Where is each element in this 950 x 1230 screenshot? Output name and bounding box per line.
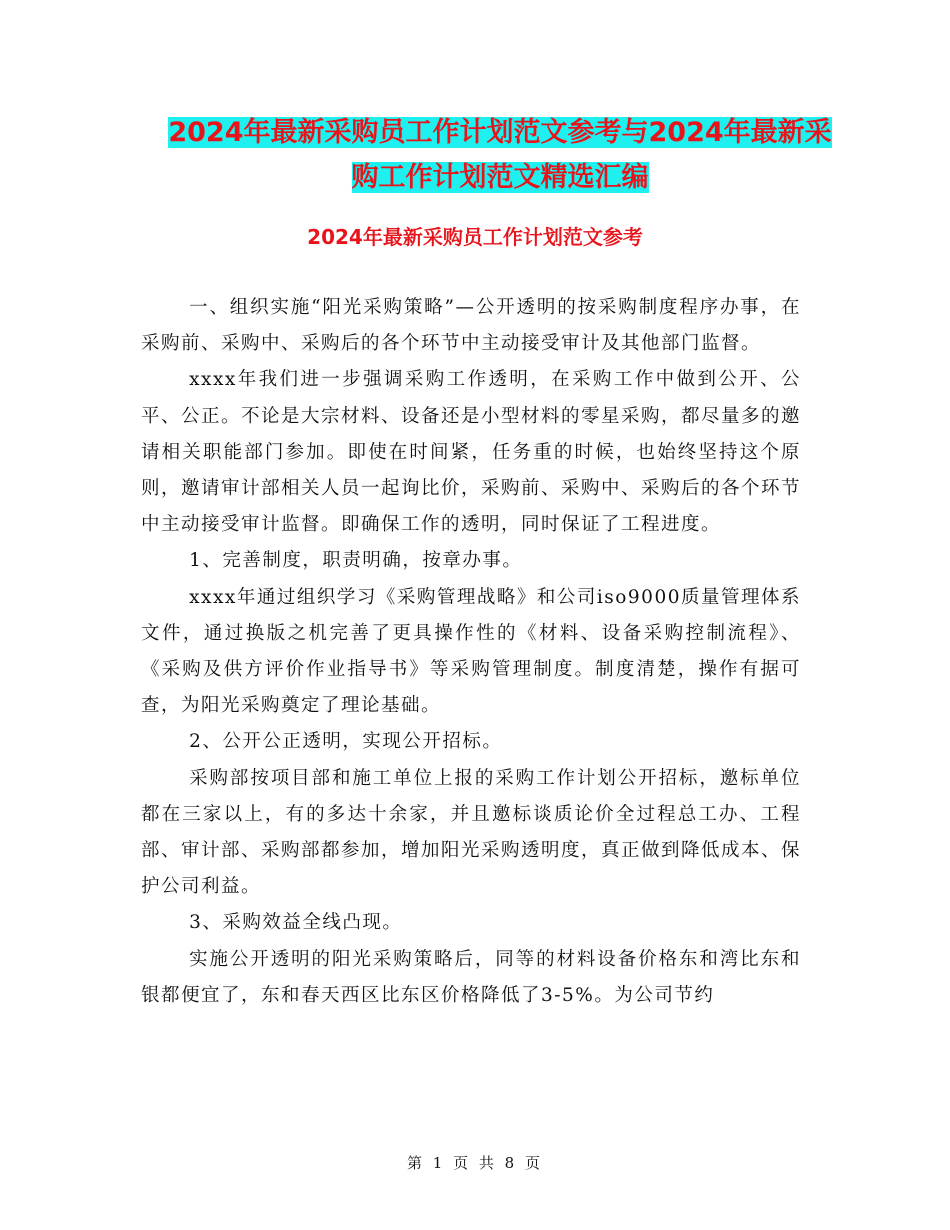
page-footer: 第 1 页 共 8 页 <box>407 1154 543 1172</box>
document-title-line-2: 购工作计划范文精选汇编 <box>351 162 649 193</box>
paragraph-3: 1、完善制度，职责明确，按章办事。 <box>189 550 523 572</box>
document-title-line-1: 2024年最新采购员工作计划范文参考与2024年最新采 <box>168 117 832 148</box>
document-body <box>141 290 801 1014</box>
section-title: 2024年最新采购员工作计划范文参考 <box>307 225 643 249</box>
paragraph-1: 一、组织实施“阳光采购策略”—公开透明的按采购制度程序办事，在采购前、采购中、采购后的各个环节中主动接受审计及其他部门监督。 <box>141 297 801 355</box>
paragraph-2: xxxx年我们进一步强调采购工作透明，在采购工作中做到公开、公平、公正。不论是大宗材料、设备还是小型材料的零星采购，都尽量多的邀请相关职能部门参加。即使在时间紧，任务重的时候，也始终坚持这个原则，邀请审计部相关人员一起询比价，采购前、采购中、采购后的各个环节中主动接受审计监督。即确保工作的透明，同时保证了工程进度。 <box>141 369 802 536</box>
paragraph-8: 实施公开透明的阳光采购策略后，同等的材料设备价格东和湾比东和银都便宜了，东和春天西区比东区价格降低了3-5%。为公司节约 <box>141 948 801 1006</box>
document-title <box>140 110 860 200</box>
paragraph-7: 3、采购效益全线凸现。 <box>189 912 403 934</box>
paragraph-6: 采购部按项目部和施工单位上报的采购工作计划公开招标，邀标单位都在三家以上，有的多达十余家，并且邀标谈质论价全过程总工办、工程部、审计部、采购部都参加，增加阳光采购透明度，真正做到降低成本、保护公司利益。 <box>141 767 802 898</box>
paragraph-4: xxxx年通过组织学习《采购管理战略》和公司iso9000质量管理体系文件，通过换版之机完善了更具操作性的《材料、设备采购控制流程》、《采购及供方评价作业指导书》等采购管理制度。制度清楚，操作有据可查，为阳光采购奠定了理论基础。 <box>141 586 801 717</box>
paragraph-5: 2、公开公正透明，实现公开招标。 <box>189 731 503 753</box>
